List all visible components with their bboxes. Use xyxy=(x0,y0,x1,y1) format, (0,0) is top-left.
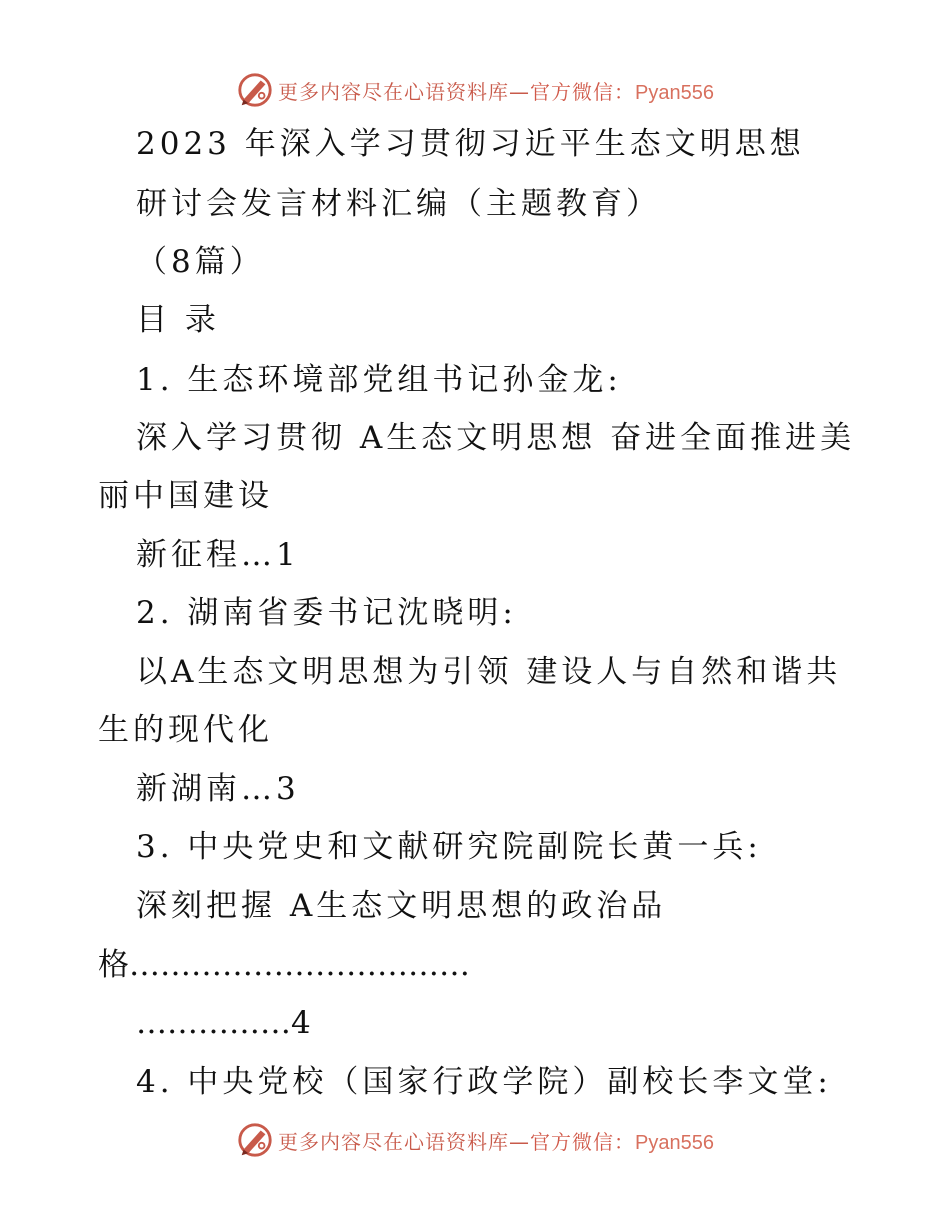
header-banner xyxy=(0,70,950,110)
doc-title-line-3: （8篇） xyxy=(136,244,265,280)
toc-entry-2-title: 以A生态文明思想为引领 建设人与自然和谐共 xyxy=(136,654,842,690)
toc-entry-2-author: 2. 湖南省委书记沈晓明: xyxy=(136,595,517,631)
toc-entry-1-title: 深入学习贯彻 A生态文明思想 奋进全面推进美 xyxy=(136,420,856,456)
banner-text: 更多内容尽在心语资料库—官方微信：Pyan556 xyxy=(278,1129,714,1154)
toc-entry-1-author: 1. 生态环境部党组书记孙金龙: xyxy=(136,362,622,398)
toc-entry-3-title: 深刻把握 A生态文明思想的政治品 xyxy=(136,888,667,924)
toc-heading: 目 录 xyxy=(136,302,220,338)
pen-logo-icon xyxy=(236,1121,274,1159)
toc-entry-2-title-cont: 生的现代化 xyxy=(98,712,273,748)
toc-entry-4-author: 4. 中央党校（国家行政学院）副校长李文堂: xyxy=(136,1064,832,1100)
doc-title-line-1: 2023 年深入学习贯彻习近平生态文明思想 xyxy=(136,126,805,162)
toc-entry-2-page: 新湖南…3 xyxy=(136,771,300,807)
toc-entry-3-author: 3. 中央党史和文献研究院副院长黄一兵: xyxy=(136,829,762,865)
toc-entry-1-page: 新征程…1 xyxy=(136,537,300,573)
toc-entry-3-page: ……………4 xyxy=(136,1005,311,1041)
toc-entry-3-title-cont: 格…………………………… xyxy=(98,947,470,983)
doc-title-line-2: 研讨会发言材料汇编（主题教育） xyxy=(136,186,661,222)
toc-entry-1-title-cont: 丽中国建设 xyxy=(98,478,273,514)
pen-logo-icon xyxy=(236,71,274,109)
banner-text: 更多内容尽在心语资料库—官方微信：Pyan556 xyxy=(278,79,714,104)
footer-banner xyxy=(0,1120,950,1160)
